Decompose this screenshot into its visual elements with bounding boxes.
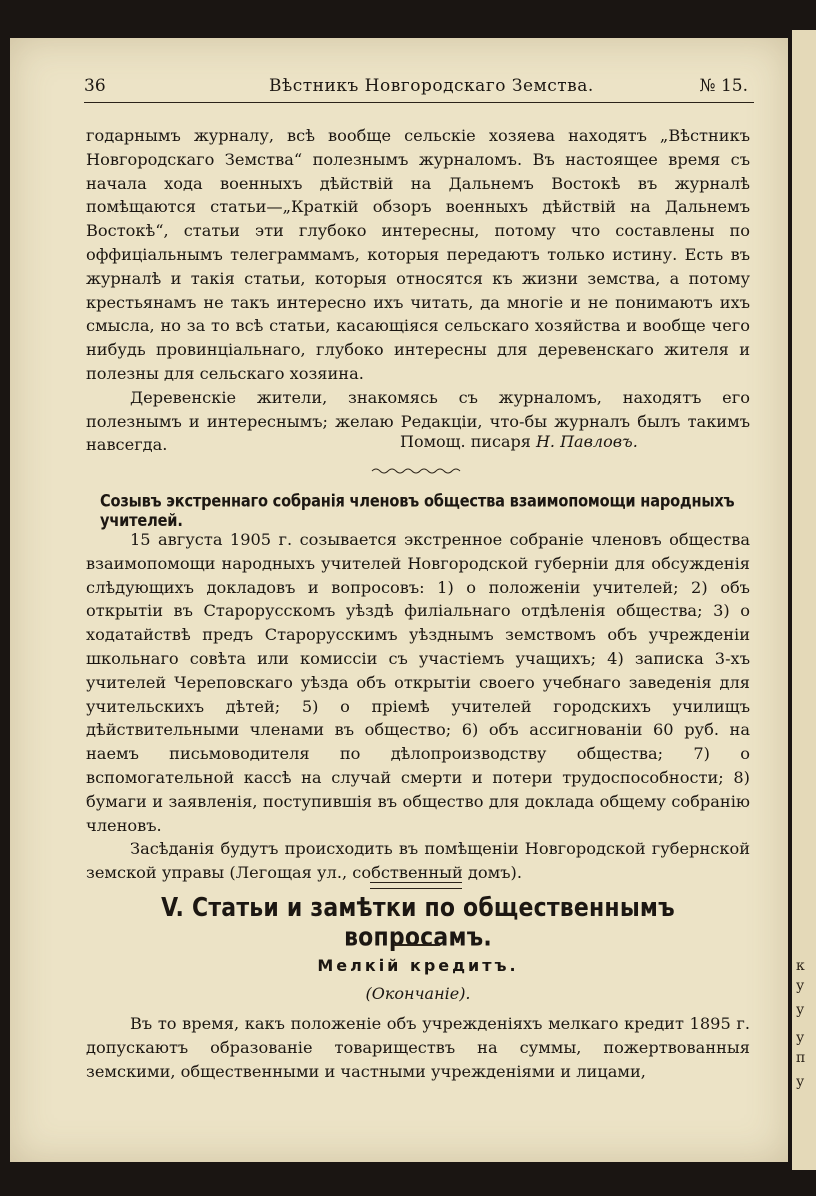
running-header	[84, 74, 754, 103]
meeting-paragraph-2: Засѣданія будутъ происходить въ помѣщеніи Новгородской губернской земской управы (Легощая ул., собственный домъ).	[86, 839, 750, 883]
meeting-paragraph-1: 15 августа 1905 г. созывается экстренное собраніе членовъ общества взаимопомощи народныхъ учителей Новгородской губерніи для обсужденія слѣдующихъ докладовъ и вопросовъ: 1) о положеніи учителей; 2) объ открытіи въ Старорусскомъ уѣздѣ филіальнаго отдѣленія общества; 3) о ходатайствѣ предъ Старорусскимъ уѣзднымъ земствомъ объ учрежденіи школьнаго совѣта или комиссіи съ участіемъ учащихъ; 4) записка 3-хъ учителей Череповскаго уѣзда объ открытіи своего учебнаго заведенія для учительскихъ дѣтей; 5) о пріемѣ учителей городскихъ училищъ дѣйствительными членами въ общество; 6) объ ассигнованіи 60 руб. на наемъ письмоводителя по дѣлопроизводству общества; 7) о вспомогательной кассѣ на случай смерти и потери трудоспособности; 8) бумаги и заявленія, поступившія въ общество для доклада общему собранію членовъ.	[86, 530, 750, 835]
page-number: 36	[84, 76, 106, 96]
issue-number: № 15.	[699, 76, 748, 96]
article-title: Мелкій кредитъ.	[317, 956, 519, 975]
margin-letter: у	[796, 978, 805, 994]
section-divider	[370, 882, 462, 889]
heading-rule	[394, 944, 440, 946]
adjacent-page-edge	[792, 30, 816, 1170]
article-subtitle: (Окончаніе).	[365, 984, 471, 1003]
margin-letter: у	[796, 1002, 805, 1018]
margin-letter: к	[796, 958, 805, 974]
ornament-divider	[370, 466, 464, 476]
article-body	[86, 1012, 750, 1083]
section-heading: V. Статьи и замѣтки по общественнымъ вопросамъ.	[161, 893, 675, 953]
letter-paragraph-2: Деревенскіе жители, знакомясь съ журналомъ, находятъ его полезнымъ и интереснымъ; желаю Редакціи, что-бы журналъ былъ такимъ навсегда.	[86, 387, 750, 455]
meeting-heading: Созывъ экстреннаго собранія членовъ общества взаимопомощи народныхъ учителей.	[100, 491, 735, 531]
journal-title: Вѣстникъ Новгородскаго Земства.	[269, 76, 594, 96]
margin-letter: у	[796, 1074, 805, 1090]
letter-signature	[400, 432, 638, 451]
letter-paragraph-1: годарнымъ журналу, всѣ вообще сельскіе хозяева находятъ „Вѣстникъ Новгородскаго Земства“ полезнымъ журналомъ. Въ настоящее время съ начала хода военныхъ дѣйствій на Дальнемъ Востокѣ въ журналѣ помѣщаются статьи—„Краткій обзоръ военныхъ дѣйствій на Дальнемъ Востокѣ“, статьи эти глубоко интересны, потому что составлены по оффиціальнымъ телеграммамъ, которыя передаютъ только истину. Есть въ журналѣ и такія статьи, которыя относятся къ жизни земства, а потому крестьянамъ не такъ интересно ихъ читать, да многіе и не понимаютъ ихъ смысла, но за то всѣ статьи, касающіяся сельскаго хозяйства и вообще чего нибудь провинціальнаго, глубоко интересны для деревенскаго жителя и полезны для сельскаго хозяина.	[86, 126, 750, 383]
article-paragraph: Въ то время, какъ положеніе объ учрежденіяхъ мелкаго кредит 1895 г. допускаютъ образованіе товариществъ на суммы, пожертвованныя земскими, общественными и частными учрежденіями и лицами,	[86, 1014, 750, 1081]
signature-role: Помощ. писаря	[400, 432, 531, 451]
margin-letter: п	[796, 1050, 806, 1066]
meeting-body	[86, 528, 750, 885]
letter-body	[86, 124, 750, 457]
signature-name: Н. Павловъ.	[535, 432, 638, 451]
margin-letter: у	[796, 1030, 805, 1046]
